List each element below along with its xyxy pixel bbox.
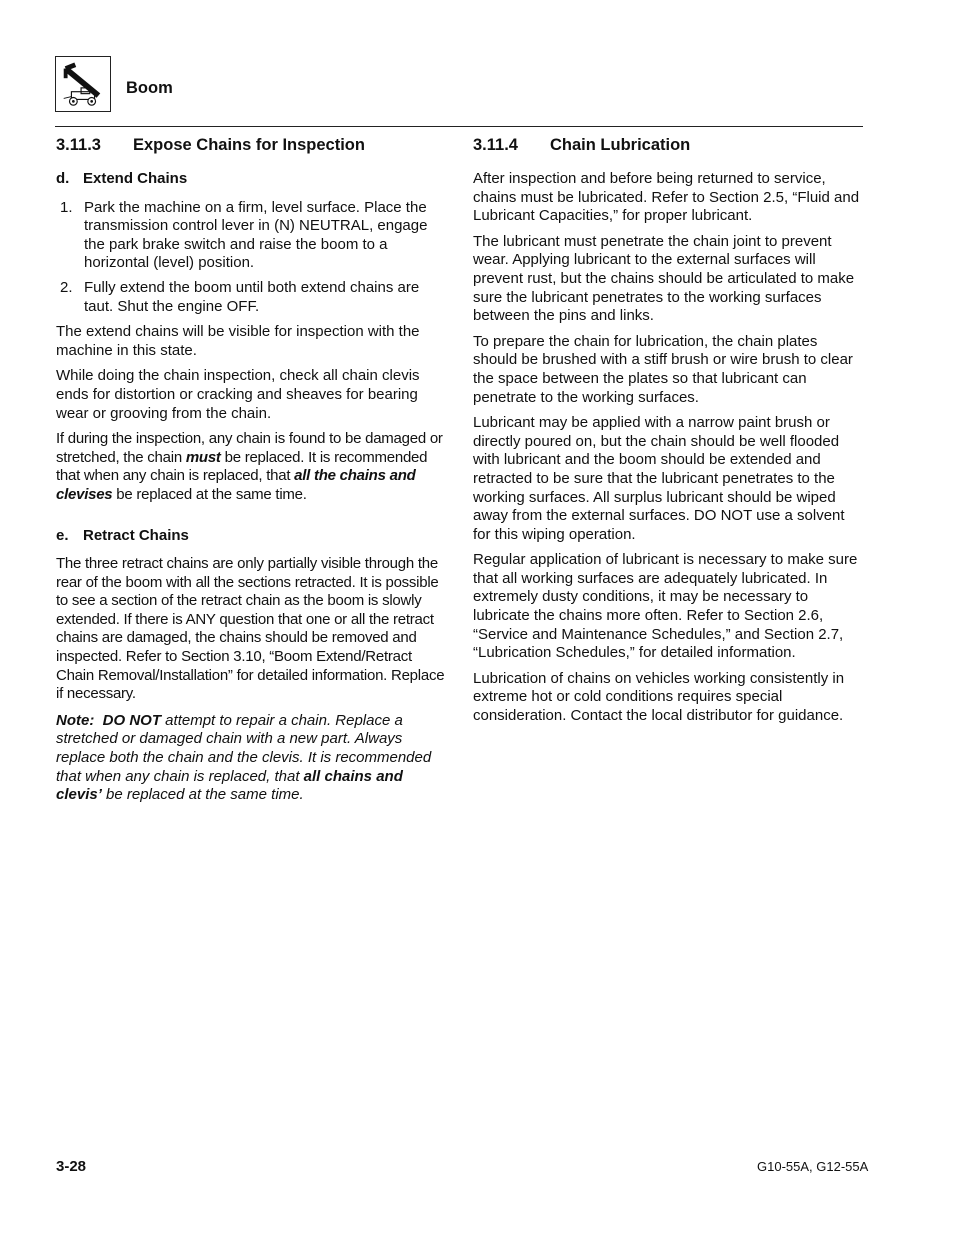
text-run: attempt to repair a chain. Replace a stretched or damaged chain with a new part. Always replace both the chain and the clevis. It is recommended that when any chain is replaced, that — [56, 711, 432, 785]
subheading-letter: d. — [56, 170, 70, 187]
step-number: 1. — [60, 198, 73, 216]
page-number: 3-28 — [56, 1158, 87, 1175]
text-run: be replaced. It is recommended that when any chain is replaced, that — [56, 448, 428, 485]
paragraph: After inspection and before being returned to service, chains must be lubricated. Refer to Section 2.5, “Fluid and Lubricant Capacities,” for proper lubricant. — [473, 170, 860, 225]
emphasis-text: must — [185, 448, 221, 466]
subheading-letter: e. — [56, 526, 69, 544]
subheading-extend-chains — [56, 170, 448, 189]
subheading-title: Extend Chains — [83, 170, 188, 187]
right-column — [473, 136, 865, 733]
paragraph: The lubricant must penetrate the chain joint to prevent wear. Applying lubricant to the external surfaces will prevent rust, but the chains should be articulated to make sure the lubricant penetrates to the working surfaces between the pins and links. — [473, 232, 855, 325]
subheading-retract-chains — [56, 527, 448, 546]
section-title: Expose Chains for Inspection — [133, 136, 365, 154]
emphasis-text: all chains and clevis’ — [56, 767, 403, 804]
paragraph: While doing the chain inspection, check all chain clevis ends for distortion or cracking and sheaves for bearing wear or grooving from the chain. — [56, 367, 420, 422]
paragraph — [56, 430, 448, 504]
note-label: Note: — [56, 711, 95, 729]
paragraph: The three retract chains are only partially visible through the rear of the boom with all the sections retracted. It is possible to see a section of the retract chain as the boom is slowly extended. If there is ANY question that one or all the retract chains are damaged, the chains should be removed and inspected. Refer to Section 3.10, “Boom Extend/Retract Chain Removal/Installation” for detailed information. Replace if necessary. — [56, 555, 445, 703]
text-run: be replaced at the same time. — [101, 786, 304, 804]
extend-steps-list — [56, 199, 448, 317]
list-item — [56, 279, 448, 316]
header-title: Boom — [126, 79, 173, 97]
telehandler-boom-icon — [55, 56, 111, 112]
section-heading-3-11-4 — [473, 136, 865, 154]
step-text: Park the machine on a firm, level surface. Place the transmission control lever in (N) NEUTRAL, engage the park brake switch and raise the boom to a horizontal (level) position. — [84, 198, 428, 272]
emphasis-text: DO NOT — [102, 711, 162, 729]
step-text: Fully extend the boom until both extend chains are taut. Shut the engine OFF. — [84, 278, 420, 315]
header-rule — [55, 126, 863, 127]
paragraph: Lubrication of chains on vehicles working consistently in extreme hot or cold conditions requires special consideration. Contact the local distributor for guidance. — [473, 669, 845, 725]
paragraph: The extend chains will be visible for inspection with the machine in this state. — [56, 323, 420, 359]
paragraph: Lubricant may be applied with a narrow paint brush or directly poured on, but the chain should be well flooded with lubricant and the boom should be extended and retracted to be sure that the lubricant penetrates to the working surfaces. All surplus lubricant should be wiped away from the external surfaces. DO NOT use a solvent for this wiping operation. — [473, 414, 845, 543]
model-numbers: G10-55A, G12-55A — [757, 1159, 869, 1174]
paragraph: To prepare the chain for lubrication, the chain plates should be brushed with a stiff brush or wire brush to clear the space between the plates so that lubricant can penetrate to the working surfaces. — [473, 332, 853, 406]
list-item — [56, 199, 448, 273]
step-number: 2. — [60, 278, 73, 296]
emphasis-text: all the chains and clevises — [56, 467, 416, 503]
note — [56, 712, 448, 805]
section-heading-3-11-3 — [56, 136, 448, 154]
section-title: Chain Lubrication — [550, 136, 691, 154]
text-run: If during the inspection, any chain is found to be damaged or stretched, the chain — [56, 430, 443, 466]
left-column — [56, 136, 448, 812]
text-run: be replaced at the same time. — [112, 485, 307, 503]
paragraph: Regular application of lubricant is necessary to make sure that all working surfaces are adequately lubricated. In extremely dusty conditions, it may be necessary to lubricate the chains more often. Refer to Section 2.6, “Service and Maintenance Schedules,” and Section 2.7, “Lubrication Schedules,” for detailed information. — [473, 551, 858, 662]
section-number: 3.11.3 — [56, 136, 101, 154]
section-number: 3.11.4 — [473, 136, 518, 154]
subheading-title: Retract Chains — [83, 526, 189, 544]
